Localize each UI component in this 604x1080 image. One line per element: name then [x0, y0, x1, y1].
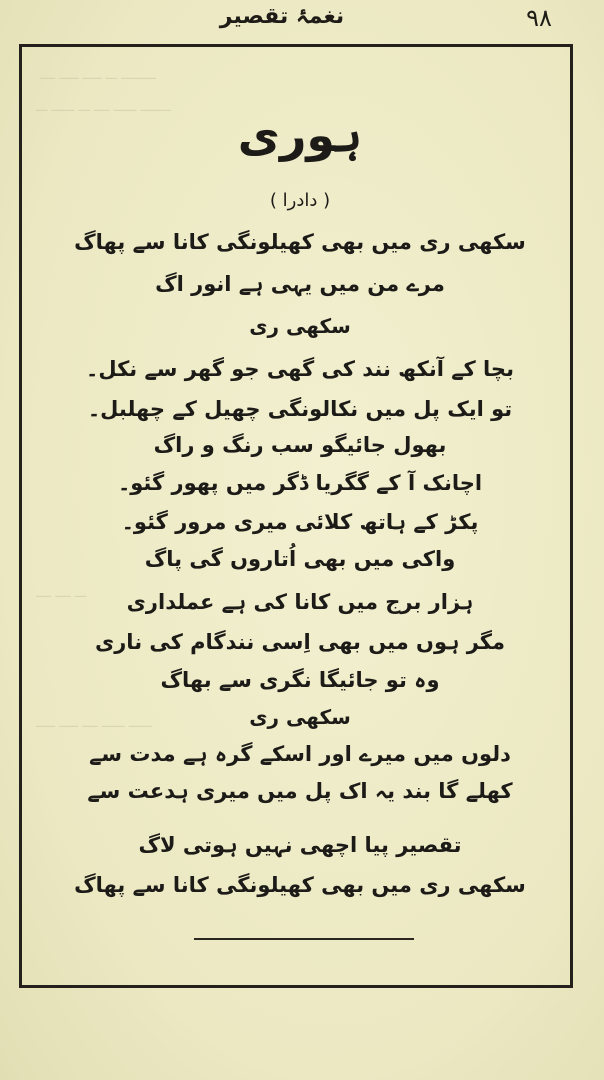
poem-line: پکڑ کے ہاتھ کلائی میری مرور گئو۔	[121, 510, 479, 534]
poem-line: سکھی ری میں بھی کھیلونگی کانا سے پھاگ	[74, 230, 526, 254]
refrain-line: سکھی ری	[249, 314, 351, 338]
bleed-through-text: ـــــــــ ـــ ـــــ ـــــ ــــ	[40, 68, 156, 83]
poem-subtitle: ( دادرا )	[269, 190, 331, 211]
page-header	[0, 0, 604, 44]
poem-line: اچانک آ کے گگریا ڈگر میں پھور گئو۔	[117, 471, 483, 495]
poem-line: بچا کے آنکھ نند کی گھی جو گھر سے نکل۔	[86, 357, 514, 381]
poem-line: وہ تو جائیگا نگری سے بھاگ	[160, 668, 440, 692]
bleed-through-text: ــــــ ــــــ ــــ ـــــ ـــــ	[36, 716, 152, 731]
bleed-through-text: ـــ ــــ ــــ	[36, 586, 87, 601]
page-number: ۹۸	[526, 4, 552, 32]
poem-line: بھول جائیگو سب رنگ و راگ	[153, 433, 447, 457]
poem-line: مگر ہوں میں بھی اِسی نندگام کی ناری	[94, 630, 506, 654]
poem-line: مرے من میں یہی ہے انور اگ	[155, 272, 445, 296]
poem-line: سکھی ری میں بھی کھیلونگی کانا سے پھاگ	[74, 873, 526, 897]
poem-line: ہزار برج میں کانا کی ہے عملداری	[126, 590, 474, 614]
poem-title: ہوری	[237, 108, 363, 162]
poem-line: تقصیر پیا اچھی نہیں ہوتی لاگ	[138, 833, 462, 857]
poem-line: دلوں میں میرے اور اسکے گرہ ہے مدت سے	[89, 742, 511, 766]
end-divider-rule	[194, 938, 414, 940]
bleed-through-text: ــــــــ ــــــ ــــ ـــ ــــــ ـــ	[36, 100, 171, 115]
poem-line: تو ایک پل میں نکالونگی چھیل کے چھلبل۔	[87, 397, 513, 421]
poem-line: واکی میں بھی اُتاروں گی پاگ	[144, 547, 456, 571]
refrain-line: سکھی ری	[249, 705, 351, 729]
running-title: نغمۂ تقصیر	[219, 4, 345, 29]
poem-line: کھلے گا بند یہ اک پل میں میری ہدعت سے	[87, 779, 513, 803]
